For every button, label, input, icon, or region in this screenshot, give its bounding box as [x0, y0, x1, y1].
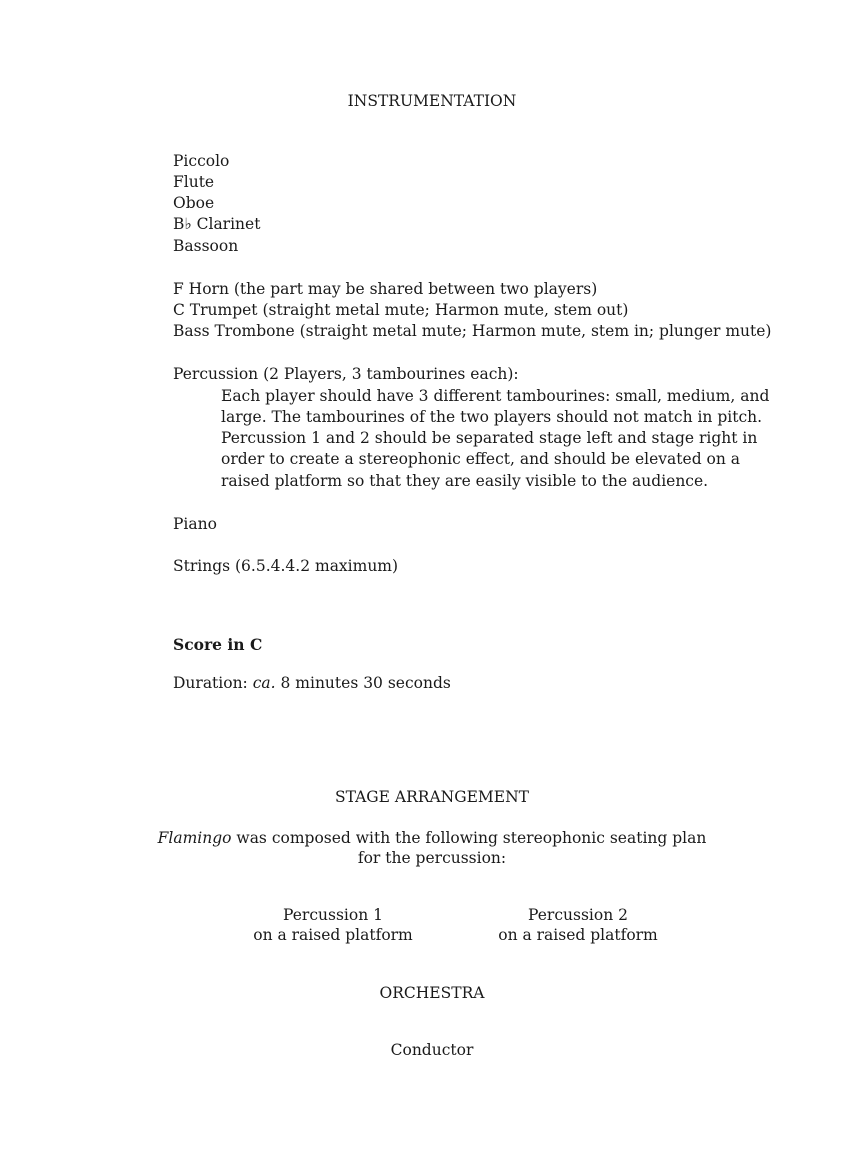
list-item: Flute — [173, 173, 215, 191]
percussion-1-note: on a raised platform — [253, 926, 413, 944]
piano-item: Piano — [173, 515, 217, 533]
strings-item: Strings (6.5.4.4.2 maximum) — [173, 557, 399, 575]
duration-value: 8 minutes 30 seconds — [275, 674, 451, 692]
list-item: large. The tambourines of the two players should not match in pitch. — [221, 408, 763, 426]
stage-title: STAGE ARRANGEMENT — [335, 788, 529, 806]
instrumentation-title: INSTRUMENTATION — [347, 92, 517, 110]
stage-intro-line2: for the percussion: — [357, 849, 507, 867]
conductor-label: Conductor — [390, 1041, 474, 1059]
duration-prefix: Duration: — [173, 674, 253, 692]
list-item: Bass Trombone (straight metal mute; Harmon mute, stem in; plunger mute) — [173, 322, 772, 340]
list-item: Percussion 1 and 2 should be separated stage left and stage right in — [221, 429, 758, 447]
list-item: B♭ Clarinet — [173, 215, 261, 233]
list-item: Piccolo — [173, 152, 230, 170]
duration-ca: ca. — [252, 674, 276, 692]
percussion-1-label: Percussion 1 — [283, 906, 383, 924]
list-item: raised platform so that they are easily visible to the audience. — [221, 472, 709, 490]
list-item: F Horn (the part may be shared between two players) — [173, 280, 598, 298]
score-label: Score in C — [173, 635, 263, 654]
list-item: Each player should have 3 different tambourines: small, medium, and — [221, 387, 770, 405]
percussion-2-note: on a raised platform — [498, 926, 658, 944]
orchestra-label: ORCHESTRA — [379, 984, 485, 1002]
list-item: Oboe — [173, 194, 215, 212]
stage-intro-line1 — [0, 829, 864, 847]
percussion-2-label: Percussion 2 — [528, 906, 628, 924]
list-item: order to create a stereophonic effect, and should be elevated on a — [221, 450, 741, 468]
percussion-heading: Percussion (2 Players, 3 tambourines each): — [173, 365, 519, 383]
work-title: Flamingo — [157, 829, 232, 847]
duration-line — [173, 673, 451, 694]
list-item: C Trumpet (straight metal mute; Harmon mute, stem out) — [173, 301, 629, 319]
intro-text: was composed with the following stereophonic seating plan — [231, 829, 707, 847]
list-item: Bassoon — [173, 237, 239, 255]
